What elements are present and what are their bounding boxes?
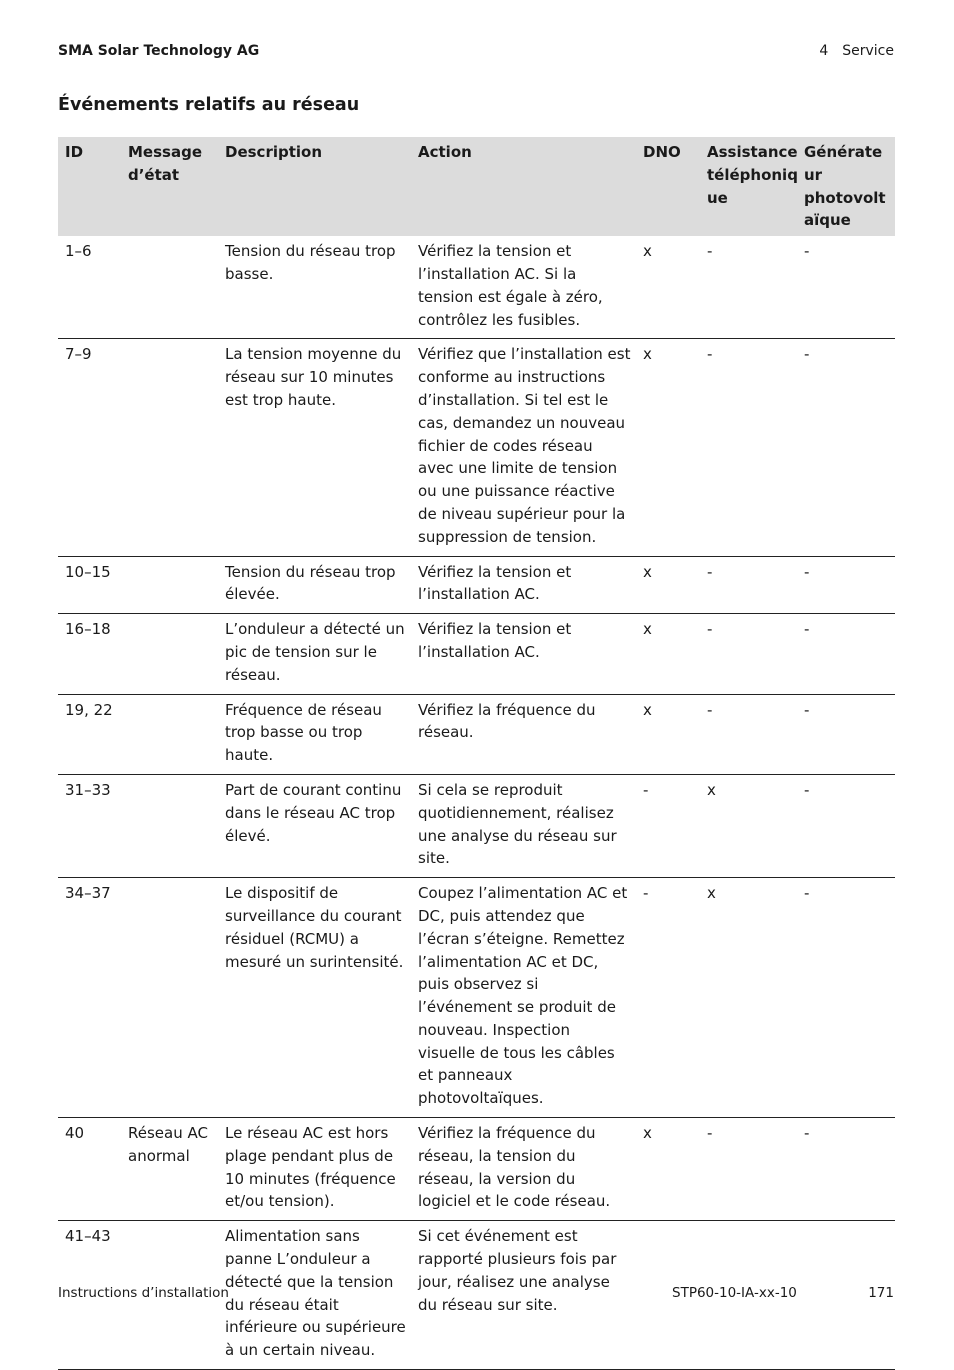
cell-dno: - (637, 774, 701, 877)
table-row (58, 774, 895, 877)
cell-id: 16–18 (58, 614, 122, 694)
column-header-action: Action (412, 137, 637, 236)
cell-action: Si cela se reproduit quotidiennement, réalisez une analyse du réseau sur site. (412, 774, 637, 877)
column-header-id: ID (58, 137, 122, 236)
cell-description: Le dispositif de surveillance du courant résiduel (RCMU) a mesuré un surintensité. (219, 878, 412, 1118)
page-number: 171 (868, 1285, 894, 1301)
table-row (58, 1118, 895, 1221)
cell-action: Si cet événement est rapporté plusieurs fois par jour, réalisez une analyse du réseau sur site. (412, 1221, 637, 1370)
chapter-title: Service (842, 43, 894, 59)
column-header-pv: Générate ur photovolt aïque (798, 137, 895, 236)
chapter-number: 4 (819, 43, 829, 59)
cell-description: Le réseau AC est hors plage pendant plus de 10 minutes (fréquence et/ou tension). (219, 1118, 412, 1221)
table-row (58, 694, 895, 774)
cell-id: 31–33 (58, 774, 122, 877)
table-row (58, 614, 895, 694)
column-header-message: Message d’état (122, 137, 219, 236)
section-title: Événements relatifs au réseau (58, 95, 360, 115)
cell-message (122, 339, 219, 556)
column-header-dno: DNO (637, 137, 701, 236)
cell-description: Tension du réseau trop basse. (219, 236, 412, 339)
cell-dno: x (637, 339, 701, 556)
header-company: SMA Solar Technology AG (58, 43, 260, 59)
cell-id: 7–9 (58, 339, 122, 556)
cell-message (122, 556, 219, 614)
cell-hotline: x (701, 774, 798, 877)
column-header-hotline: Assistance téléphoniq ue (701, 137, 798, 236)
cell-dno: x (637, 614, 701, 694)
cell-hotline: x (701, 878, 798, 1118)
cell-hotline: - (701, 614, 798, 694)
cell-action: Vérifiez la fréquence du réseau, la tension du réseau, la version du logiciel et le code réseau. (412, 1118, 637, 1221)
cell-pv: - (798, 614, 895, 694)
cell-hotline: - (701, 236, 798, 339)
cell-id: 19, 22 (58, 694, 122, 774)
table-row (58, 236, 895, 339)
footer-doc-title: Instructions d’installation (58, 1285, 229, 1301)
cell-id: 10–15 (58, 556, 122, 614)
cell-message (122, 878, 219, 1118)
cell-description: La tension moyenne du réseau sur 10 minutes est trop haute. (219, 339, 412, 556)
cell-message (122, 614, 219, 694)
cell-description: Part de courant continu dans le réseau AC trop élevé. (219, 774, 412, 877)
cell-hotline: - (701, 694, 798, 774)
cell-description: L’onduleur a détecté un pic de tension sur le réseau. (219, 614, 412, 694)
cell-message (122, 236, 219, 339)
header-chapter (805, 43, 894, 59)
cell-dno: x (637, 236, 701, 339)
cell-action: Vérifiez que l’installation est conforme au instructions d’installation. Si tel est le cas, demandez un nouveau fichier de codes réseau avec une limite de tension ou une puissance réactive de niveau supérieur pour la suppression de tension. (412, 339, 637, 556)
cell-action: Vérifiez la tension et l’installation AC. Si la tension est égale à zéro, contrôlez les fusibles. (412, 236, 637, 339)
cell-hotline: - (701, 339, 798, 556)
cell-dno: - (637, 878, 701, 1118)
cell-pv: - (798, 694, 895, 774)
table-row (58, 339, 895, 556)
column-header-description: Description (219, 137, 412, 236)
table-row (58, 878, 895, 1118)
cell-id: 41–43 (58, 1221, 122, 1370)
table-row (58, 556, 895, 614)
cell-hotline: - (701, 556, 798, 614)
cell-pv: - (798, 236, 895, 339)
cell-pv: - (798, 1118, 895, 1221)
cell-description: Tension du réseau trop élevée. (219, 556, 412, 614)
cell-id: 40 (58, 1118, 122, 1221)
cell-dno: x (637, 556, 701, 614)
cell-description: Alimentation sans panne L’onduleur a détecté que la tension du réseau était inférieure ou supérieure à un certain niveau. (219, 1221, 412, 1370)
cell-hotline: - (701, 1118, 798, 1221)
cell-dno: x (637, 1118, 701, 1221)
cell-action: Vérifiez la tension et l’installation AC. (412, 556, 637, 614)
cell-action: Vérifiez la tension et l’installation AC. (412, 614, 637, 694)
cell-action: Coupez l’alimentation AC et DC, puis attendez que l’écran s’éteigne. Remettez l’alimentation AC et DC, puis observez si l’événement se produit de nouveau. Inspection visuelle de tous les câbles et panneaux photovoltaïques. (412, 878, 637, 1118)
cell-action: Vérifiez la fréquence du réseau. (412, 694, 637, 774)
cell-message (122, 774, 219, 877)
cell-dno: x (637, 694, 701, 774)
table-header-row (58, 137, 895, 236)
cell-message (122, 694, 219, 774)
cell-pv: - (798, 878, 895, 1118)
cell-id: 34–37 (58, 878, 122, 1118)
cell-id: 1–6 (58, 236, 122, 339)
footer-doc-code: STP60-10-IA-xx-10 (672, 1285, 797, 1301)
cell-pv: - (798, 774, 895, 877)
cell-pv: - (798, 339, 895, 556)
cell-pv: - (798, 556, 895, 614)
cell-description: Fréquence de réseau trop basse ou trop haute. (219, 694, 412, 774)
events-table (58, 137, 895, 1370)
cell-message: Réseau AC anormal (122, 1118, 219, 1221)
